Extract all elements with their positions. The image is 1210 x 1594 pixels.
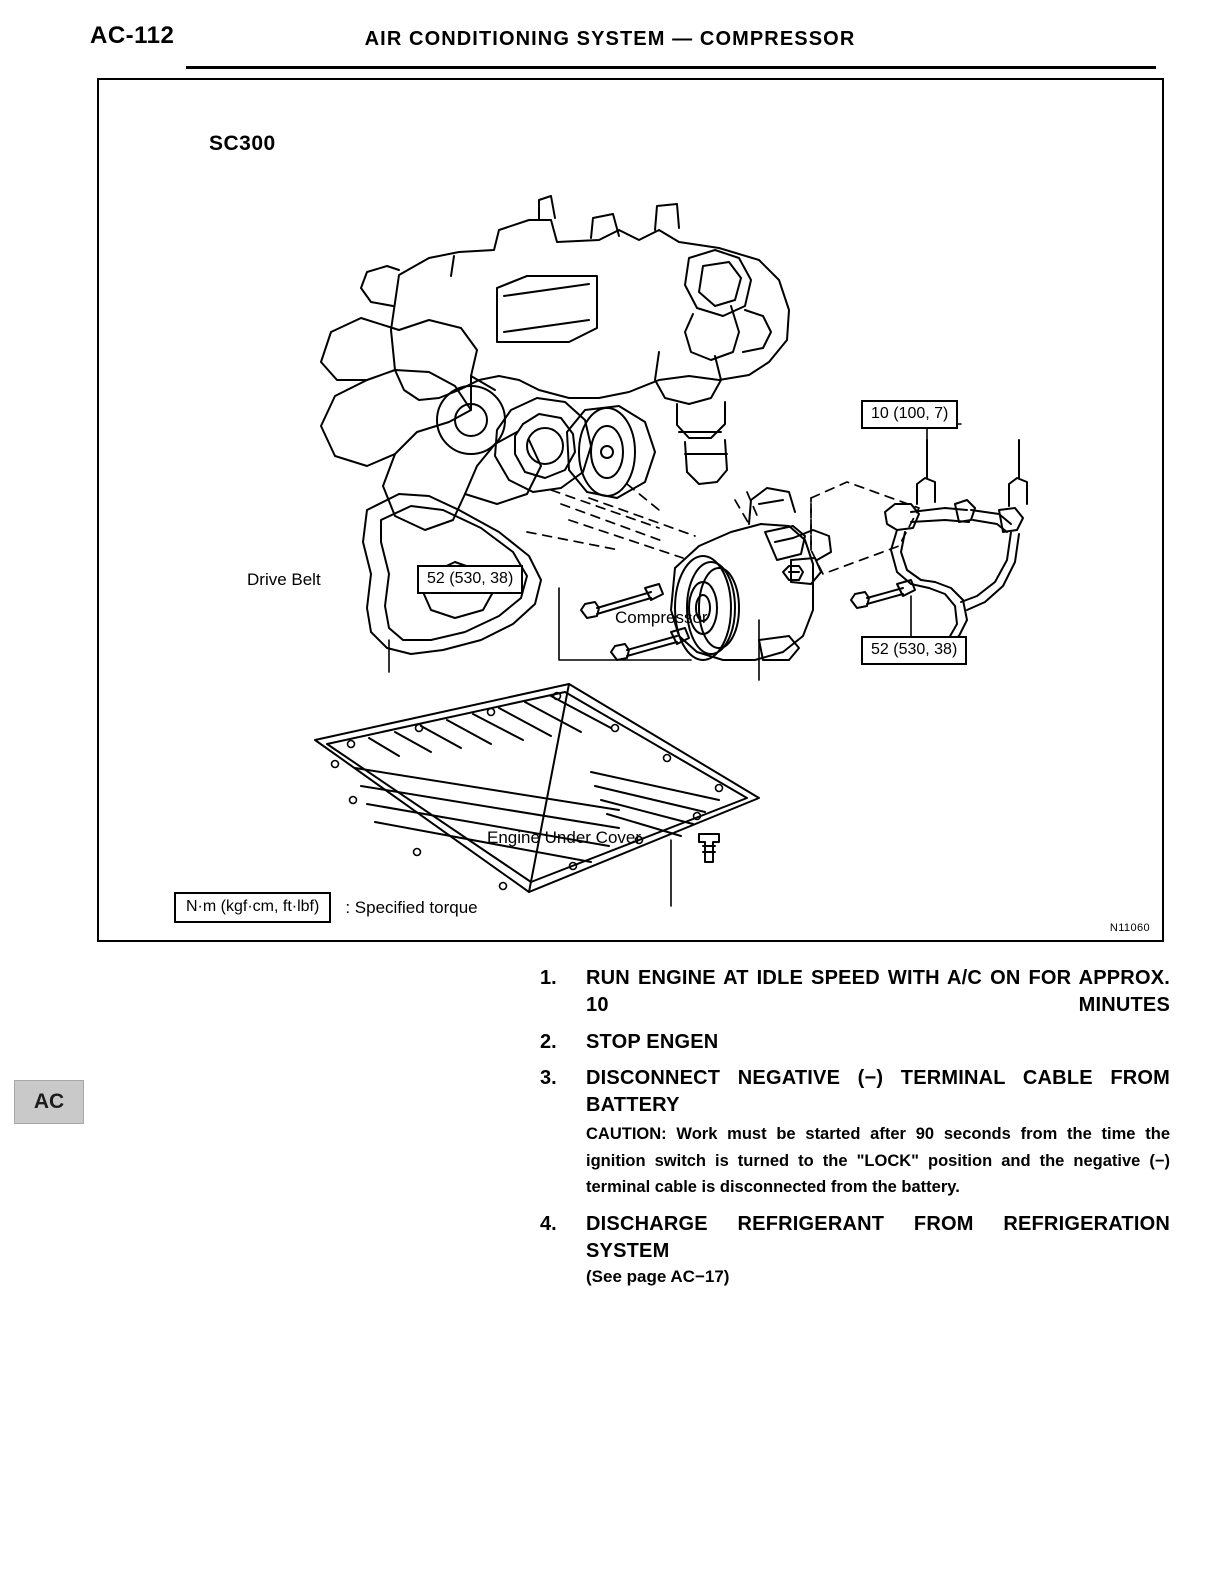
step-reference: (See page AC−17) (586, 1266, 730, 1286)
step-number: 1. (540, 967, 557, 989)
procedure-step (540, 1029, 1170, 1056)
header-divider (186, 66, 1156, 69)
procedure-step (540, 1065, 1170, 1201)
page-header (0, 14, 1210, 56)
step-number: 2. (540, 1030, 557, 1053)
label-engine-under-cover: Engine Under Cover (487, 828, 642, 847)
step-number: 3. (540, 1067, 557, 1090)
page-number: AC-112 (90, 22, 175, 49)
torque-units-caption: : Specified torque (345, 897, 478, 917)
label-drive-belt: Drive Belt (247, 570, 321, 589)
label-compressor: Compressor (615, 608, 708, 627)
compressor-assembly-drawing (99, 80, 1162, 940)
section-tab-ac (14, 1080, 84, 1124)
torque-units-key (174, 892, 478, 923)
figure-model-label: SC300 (209, 132, 276, 155)
figure-code: N11060 (1109, 922, 1150, 934)
step-title: DISCONNECT NEGATIVE (−) TERMINAL CABLE FROM BATTERY (586, 1067, 1170, 1117)
page-title: AIR CONDITIONING SYSTEM — COMPRESSOR (364, 28, 856, 50)
procedure-step (540, 965, 1170, 1019)
step-title: RUN ENGINE AT IDLE SPEED WITH A/C ON FOR APPROX. 10 MINUTES (586, 967, 1170, 1016)
callout-torque-clamp: 10 (100, 7) (861, 400, 958, 429)
procedure-steps (540, 965, 1170, 1289)
torque-units-value: N·m (kgf·cm, ft·lbf) (174, 892, 331, 923)
procedure-step (540, 1211, 1170, 1287)
exploded-view-figure (97, 78, 1164, 942)
step-caution: CAUTION: Work must be started after 90 seconds from the time the ignition switch is turned to the "LOCK" position and the negative (−) terminal cable is disconnected from the battery. (586, 1124, 1170, 1197)
callout-torque-bracket-right: 52 (530, 38) (861, 636, 967, 665)
step-title: STOP ENGEN (586, 1030, 719, 1053)
step-number: 4. (540, 1213, 557, 1236)
callout-torque-bracket-left: 52 (530, 38) (417, 565, 523, 594)
section-tab-label: AC (33, 1090, 65, 1113)
step-title: DISCHARGE REFRIGERANT FROM REFRIGERATION SYSTEM (586, 1213, 1170, 1262)
